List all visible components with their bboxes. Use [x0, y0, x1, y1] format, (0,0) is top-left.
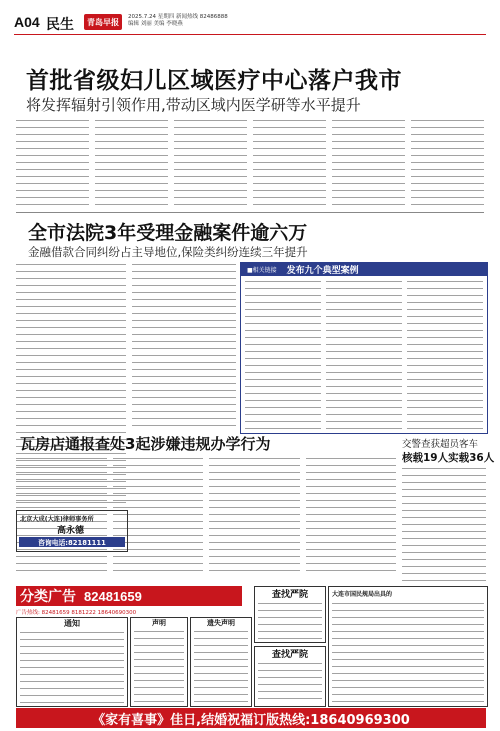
section-name: 民生 [46, 17, 74, 33]
lead-column [411, 118, 484, 210]
proof-name: 李晓燕 [166, 21, 183, 27]
lead-column [253, 118, 326, 210]
lost-notice-box [190, 617, 252, 707]
paper-logo-text: 青岛早报 [87, 17, 119, 27]
search-notice-title: 查找严院 [271, 590, 308, 600]
law-firm-phone: 咨询电话:82181111 [19, 537, 125, 547]
lead-column [16, 118, 89, 210]
divider [16, 212, 484, 213]
issue-date: 2025.7.24 [128, 14, 156, 20]
law-firm-name: 北京大成(大连)律师事务所 [20, 516, 94, 523]
hotline-number: 82486888 [199, 14, 228, 20]
lead-column [332, 118, 405, 210]
classified-ad-bar [16, 586, 242, 606]
statement-title: 声明 [152, 619, 166, 627]
editor-label: 编辑 [128, 21, 140, 27]
right-notice-box [328, 586, 488, 707]
search-notice-box-2 [254, 646, 326, 707]
statement-box [130, 617, 188, 707]
related-cases-header [241, 263, 487, 276]
law-firm-person: 高永德 [57, 526, 85, 536]
lead-column [174, 118, 247, 210]
notice-title: 通知 [64, 619, 80, 628]
story3-headline: 瓦房店通报查处3起涉嫌违规办学行为 [20, 435, 271, 453]
side-headline-2: 核载19人实载36人 [402, 452, 495, 464]
lead-column [95, 118, 168, 210]
side-headline-1: 交警查获超员客车 [402, 439, 479, 450]
masthead [14, 4, 486, 35]
side-body [402, 466, 486, 586]
proof-label: 美编 [153, 21, 165, 27]
search-notice-box [254, 586, 326, 643]
related-tag: ■相关链接 [247, 267, 277, 274]
lead-body [16, 118, 484, 210]
lead-subhead: 将发挥辐射引领作用,带动区域内医学研等水平提升 [26, 96, 361, 114]
law-firm-ad [16, 510, 128, 552]
classified-phone: 82481659 [84, 588, 142, 604]
page-number: A04 [14, 14, 40, 30]
lead-headline: 首批省级妇儿区域医疗中心落户我市 [26, 68, 402, 94]
right-notice-title: 大连市国民规局出具的 [332, 591, 393, 598]
feature-headline: 全市法院3年受理金融案件逾六万 [28, 222, 308, 244]
feature-body-mid [132, 262, 236, 430]
notice-box [16, 617, 128, 707]
related-cases-box [240, 262, 488, 434]
feature-subhead: 金融借款合同纠纷占主导地位,保险类纠纷连续三年提升 [28, 245, 308, 259]
hotline-label: 新闻热线 [176, 14, 199, 20]
bottom-banner [16, 708, 486, 728]
bottom-banner-text: 《家有喜事》佳日,结婚祝福订版热线:18640969300 [92, 712, 410, 728]
weekday: 星期四 [157, 14, 175, 20]
search-notice-title-2: 查找严院 [271, 650, 308, 660]
editor-name: 刘丽 [140, 21, 152, 27]
lost-notice-title: 遗失声明 [207, 619, 235, 627]
related-title: 发布九个典型案例 [286, 266, 359, 276]
classified-title: 分类广告 [20, 589, 76, 605]
classified-subline: 广告热线: 82481659 8181222 18640690300 [16, 610, 137, 616]
paper-logo [84, 14, 122, 30]
